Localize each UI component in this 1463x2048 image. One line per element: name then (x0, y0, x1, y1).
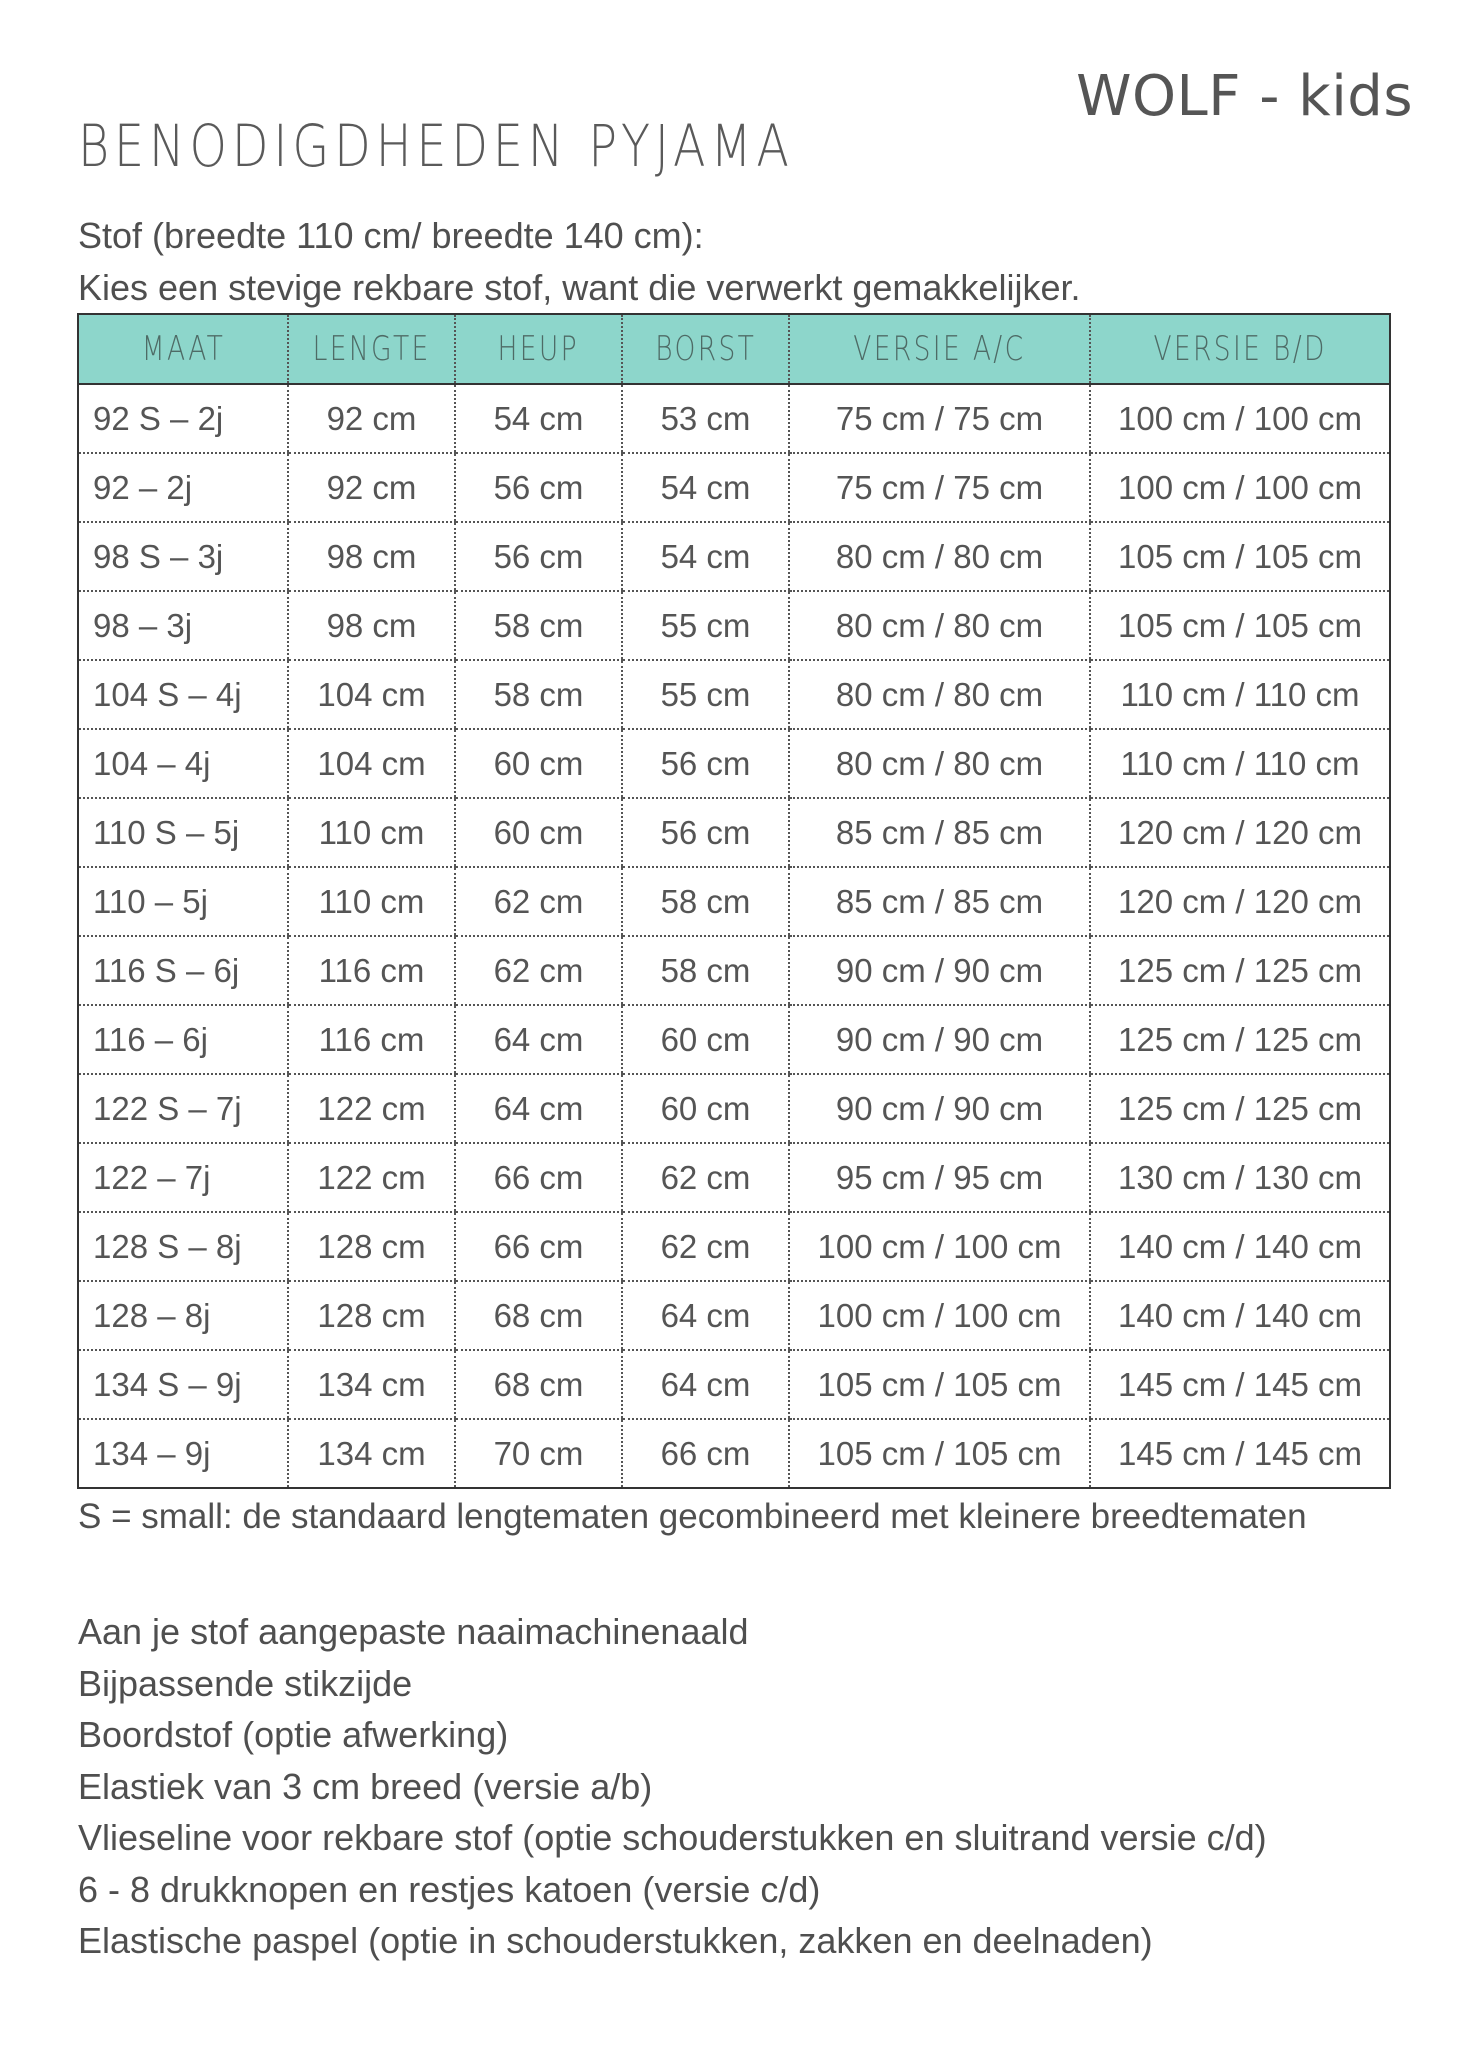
table-cell: 54 cm (622, 522, 789, 591)
table-row (78, 936, 1390, 1005)
fabric-intro (78, 210, 1080, 314)
table-cell: 100 cm / 100 cm (1090, 453, 1390, 522)
list-item: Boordstof (optie afwerking) (78, 1714, 509, 1755)
table-cell: 145 cm / 145 cm (1090, 1350, 1390, 1419)
table-cell: 128 cm (288, 1212, 455, 1281)
table-cell: 75 cm / 75 cm (789, 453, 1090, 522)
table-cell: 105 cm / 105 cm (789, 1419, 1090, 1488)
table-cell: 64 cm (622, 1281, 789, 1350)
column-header: VERSIE B/D (1090, 314, 1390, 384)
table-cell: 62 cm (622, 1143, 789, 1212)
table-cell: 110 cm (288, 867, 455, 936)
table-cell: 55 cm (622, 591, 789, 660)
table-cell: 68 cm (455, 1350, 622, 1419)
table-cell: 54 cm (455, 384, 622, 453)
table-cell: 80 cm / 80 cm (789, 522, 1090, 591)
table-cell: 100 cm / 100 cm (1090, 384, 1390, 453)
table-cell: 68 cm (455, 1281, 622, 1350)
table-row (78, 1074, 1390, 1143)
list-item: Elastiek van 3 cm breed (versie a/b) (78, 1765, 653, 1807)
list-item: Bijpassende stikzijde (78, 1662, 413, 1704)
table-row (78, 729, 1390, 798)
size-cell: 128 S – 8j (78, 1212, 288, 1281)
fabric-width-line: Stof (breedte 110 cm/ breedte 140 cm): (78, 215, 704, 256)
size-cell: 110 – 5j (78, 867, 288, 936)
table-cell: 105 cm / 105 cm (789, 1350, 1090, 1419)
table-cell: 64 cm (455, 1074, 622, 1143)
table-cell: 104 cm (288, 729, 455, 798)
table-cell: 60 cm (622, 1005, 789, 1074)
table-row (78, 1143, 1390, 1212)
table-row (78, 1005, 1390, 1074)
table-cell: 100 cm / 100 cm (789, 1212, 1090, 1281)
list-item: Elastische paspel (optie in schouderstukken, zakken en deelnaden) (78, 1920, 1153, 1961)
size-cell: 98 – 3j (78, 591, 288, 660)
table-cell: 90 cm / 90 cm (789, 1074, 1090, 1143)
table-cell: 56 cm (622, 798, 789, 867)
table-cell: 116 cm (288, 1005, 455, 1074)
table-row (78, 1419, 1390, 1488)
size-cell: 128 – 8j (78, 1281, 288, 1350)
column-header: HEUP (455, 314, 622, 384)
table-cell: 134 cm (288, 1419, 455, 1488)
table-row (78, 798, 1390, 867)
table-cell: 116 cm (288, 936, 455, 1005)
table-cell: 56 cm (622, 729, 789, 798)
size-cell: 98 S – 3j (78, 522, 288, 591)
table-row (78, 867, 1390, 936)
size-cell: 134 S – 9j (78, 1350, 288, 1419)
table-row (78, 1212, 1390, 1281)
table-cell: 66 cm (455, 1212, 622, 1281)
table-row (78, 384, 1390, 453)
table-row (78, 522, 1390, 591)
table-cell: 128 cm (288, 1281, 455, 1350)
column-header: MAAT (78, 314, 288, 384)
table-cell: 58 cm (622, 867, 789, 936)
size-cell: 104 S – 4j (78, 660, 288, 729)
table-cell: 110 cm / 110 cm (1090, 660, 1390, 729)
table-cell: 140 cm / 140 cm (1090, 1212, 1390, 1281)
table-cell: 104 cm (288, 660, 455, 729)
table-cell: 66 cm (622, 1419, 789, 1488)
table-cell: 120 cm / 120 cm (1090, 867, 1390, 936)
table-cell: 125 cm / 125 cm (1090, 1074, 1390, 1143)
table-cell: 92 cm (288, 384, 455, 453)
fabric-advice-line: Kies een stevige rekbare stof, want die verwerkt gemakkelijker. (78, 267, 1081, 308)
table-cell: 60 cm (455, 729, 622, 798)
table-row (78, 591, 1390, 660)
table-cell: 140 cm / 140 cm (1090, 1281, 1390, 1350)
table-row (78, 453, 1390, 522)
table-cell: 134 cm (288, 1350, 455, 1419)
table-cell: 80 cm / 80 cm (789, 591, 1090, 660)
table-row (78, 660, 1390, 729)
table-cell: 90 cm / 90 cm (789, 936, 1090, 1005)
table-cell: 60 cm (455, 798, 622, 867)
size-cell: 92 S – 2j (78, 384, 288, 453)
page-title: BENODIGDHEDEN PYJAMA (78, 112, 794, 180)
size-cell: 122 – 7j (78, 1143, 288, 1212)
table-cell: 62 cm (455, 867, 622, 936)
table-cell: 125 cm / 125 cm (1090, 1005, 1390, 1074)
column-header: LENGTE (288, 314, 455, 384)
table-cell: 85 cm / 85 cm (789, 867, 1090, 936)
column-header: VERSIE A/C (789, 314, 1090, 384)
table-cell: 54 cm (622, 453, 789, 522)
size-cell: 92 – 2j (78, 453, 288, 522)
table-cell: 58 cm (622, 936, 789, 1005)
table-cell: 145 cm / 145 cm (1090, 1419, 1390, 1488)
size-cell: 116 – 6j (78, 1005, 288, 1074)
table-cell: 62 cm (622, 1212, 789, 1281)
table-cell: 56 cm (455, 453, 622, 522)
table-cell: 75 cm / 75 cm (789, 384, 1090, 453)
table-cell: 90 cm / 90 cm (789, 1005, 1090, 1074)
table-cell: 98 cm (288, 591, 455, 660)
table-cell: 110 cm / 110 cm (1090, 729, 1390, 798)
table-cell: 58 cm (455, 591, 622, 660)
table-cell: 122 cm (288, 1143, 455, 1212)
table-header-row (78, 314, 1390, 384)
size-note: S = small: de standaard lengtematen gecombineerd met kleinere breedtematen (78, 1497, 1307, 1536)
table-cell: 130 cm / 130 cm (1090, 1143, 1390, 1212)
brand-label: WOLF - kids (1076, 64, 1413, 129)
column-header: BORST (622, 314, 789, 384)
list-item: Vlieseline voor rekbare stof (optie schouderstukken en sluitrand versie c/d) (78, 1817, 1267, 1858)
size-cell: 134 – 9j (78, 1419, 288, 1488)
table-cell: 125 cm / 125 cm (1090, 936, 1390, 1005)
table-cell: 70 cm (455, 1419, 622, 1488)
size-cell: 122 S – 7j (78, 1074, 288, 1143)
table-cell: 56 cm (455, 522, 622, 591)
size-cell: 116 S – 6j (78, 936, 288, 1005)
supplies-list (78, 1606, 1267, 1967)
table-row (78, 1350, 1390, 1419)
table-cell: 120 cm / 120 cm (1090, 798, 1390, 867)
table-cell: 95 cm / 95 cm (789, 1143, 1090, 1212)
table-cell: 53 cm (622, 384, 789, 453)
table-cell: 58 cm (455, 660, 622, 729)
table-cell: 105 cm / 105 cm (1090, 522, 1390, 591)
table-cell: 105 cm / 105 cm (1090, 591, 1390, 660)
size-table-body (78, 384, 1390, 1488)
table-cell: 92 cm (288, 453, 455, 522)
table-row (78, 1281, 1390, 1350)
table-cell: 64 cm (622, 1350, 789, 1419)
size-cell: 110 S – 5j (78, 798, 288, 867)
list-item: 6 - 8 drukknopen en restjes katoen (versie c/d) (78, 1868, 821, 1910)
table-cell: 85 cm / 85 cm (789, 798, 1090, 867)
size-table (77, 313, 1391, 1489)
table-cell: 66 cm (455, 1143, 622, 1212)
table-cell: 64 cm (455, 1005, 622, 1074)
table-cell: 80 cm / 80 cm (789, 729, 1090, 798)
table-cell: 100 cm / 100 cm (789, 1281, 1090, 1350)
table-cell: 80 cm / 80 cm (789, 660, 1090, 729)
size-cell: 104 – 4j (78, 729, 288, 798)
table-cell: 60 cm (622, 1074, 789, 1143)
list-item: Aan je stof aangepaste naaimachinenaald (78, 1611, 749, 1652)
table-cell: 110 cm (288, 798, 455, 867)
table-cell: 122 cm (288, 1074, 455, 1143)
table-cell: 55 cm (622, 660, 789, 729)
table-cell: 98 cm (288, 522, 455, 591)
table-cell: 62 cm (455, 936, 622, 1005)
